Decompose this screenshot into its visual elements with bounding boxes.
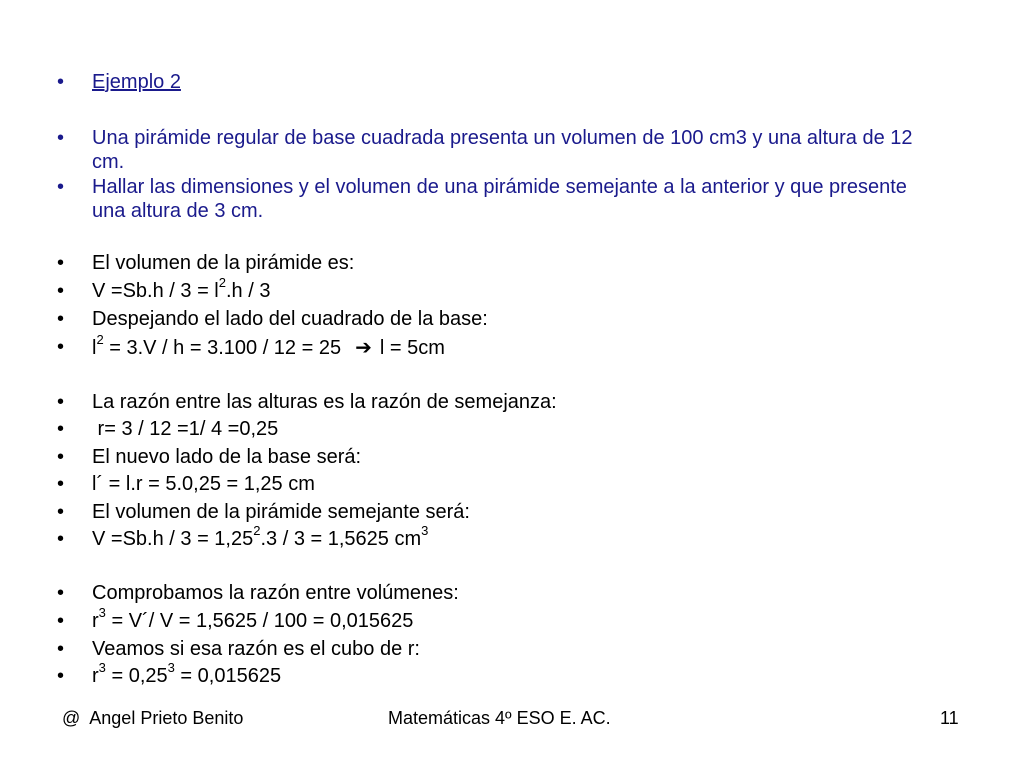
problem-statement-1: Una pirámide regular de base cuadrada presenta un volumen de 100 cm3 y una altura de 12 cm. <box>92 127 913 173</box>
line-text: r= 3 / 12 =1/ 4 =0,25 <box>92 418 279 440</box>
line-text: Veamos si esa razón es el cubo de r: <box>92 638 420 660</box>
line-text: l´ = l.r = 5.0,25 = 1,25 cm <box>92 473 315 495</box>
exponent: 3 <box>98 660 106 676</box>
exponent: 3 <box>98 605 106 621</box>
exponent: 2 <box>96 332 104 348</box>
bullet-marker: • <box>57 336 65 358</box>
footer-author: @ Angel Prieto Benito <box>62 708 244 728</box>
line-text: El volumen de la pirámide semejante será: <box>92 501 470 523</box>
formula-ratio-volumes <box>92 605 922 633</box>
bullet-marker: • <box>57 176 65 198</box>
bullet-marker: • <box>57 252 65 274</box>
exponent: 3 <box>167 660 175 676</box>
bullet-marker: • <box>57 71 65 93</box>
formula-side <box>92 332 922 360</box>
line-text: La razón entre las alturas es la razón de semejanza: <box>92 391 557 413</box>
formula-new-volume <box>92 523 922 551</box>
bullet-marker: • <box>57 473 65 495</box>
formula-part: V =Sb.h / 3 = 1,25 <box>92 528 254 550</box>
line-text: Comprobamos la razón entre volúmenes: <box>92 582 459 604</box>
exponent: 2 <box>218 275 226 291</box>
bullet-marker: • <box>57 418 65 440</box>
bullet-marker: • <box>57 610 65 632</box>
line-text: El nuevo lado de la base será: <box>92 446 362 468</box>
formula-part: = 0,015625 <box>174 665 282 687</box>
footer-course: Matemáticas 4º ESO E. AC. <box>388 708 611 728</box>
problem-statement-2: Hallar las dimensiones y el volumen de una pirámide semejante a la anterior y que presente una altura de 3 cm. <box>92 176 907 222</box>
formula-part: r <box>92 610 99 632</box>
formula-part: .h / 3 <box>225 280 271 302</box>
bullet-marker: • <box>57 391 65 413</box>
bullet-marker: • <box>57 308 65 330</box>
bullet-marker: • <box>57 501 65 523</box>
slide-title: Ejemplo 2 <box>92 71 181 93</box>
bullet-marker: • <box>57 280 65 302</box>
bullet-marker: • <box>57 638 65 660</box>
arrow-right-icon: ➔ <box>355 335 372 359</box>
formula-part: l = 5cm <box>379 337 445 359</box>
footer-page-number: 11 <box>940 708 959 728</box>
exponent: 2 <box>253 523 261 539</box>
formula-part: V =Sb.h / 3 = l <box>92 280 219 302</box>
formula-volume <box>92 275 922 303</box>
bullet-marker: • <box>57 528 65 550</box>
line-text: Despejando el lado del cuadrado de la base: <box>92 308 488 330</box>
bullet-marker: • <box>57 446 65 468</box>
bullet-marker: • <box>57 665 65 687</box>
formula-part: = 3.V / h = 3.100 / 12 = 25 <box>103 337 342 359</box>
line-text: El volumen de la pirámide es: <box>92 252 355 274</box>
formula-cube <box>92 660 922 688</box>
formula-part: = 0,25 <box>105 665 168 687</box>
formula-part: r <box>92 665 99 687</box>
formula-part: l <box>92 337 97 359</box>
exponent: 3 <box>421 523 429 539</box>
slide-footer <box>0 706 1024 734</box>
bullet-marker: • <box>57 582 65 604</box>
formula-part: = V´/ V = 1,5625 / 100 = 0,015625 <box>105 610 414 632</box>
bullet-marker: • <box>57 127 65 149</box>
formula-part: .3 / 3 = 1,5625 cm <box>260 528 422 550</box>
